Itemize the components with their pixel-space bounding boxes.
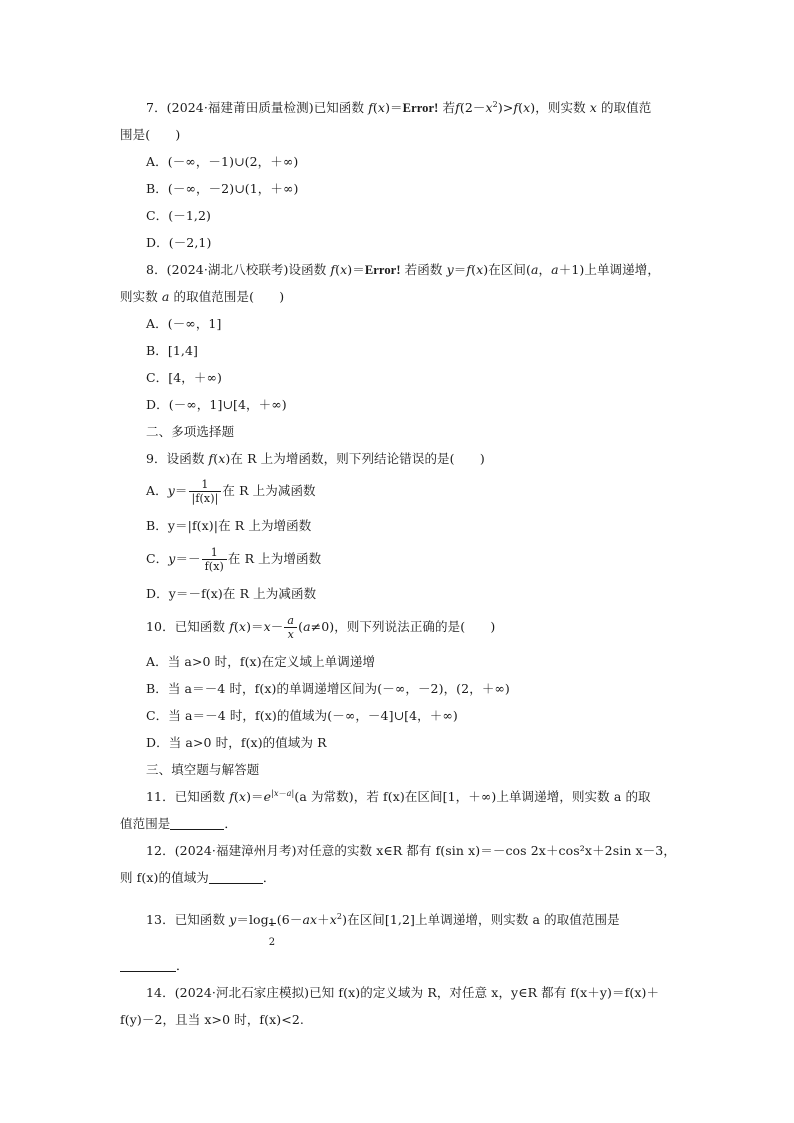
q7-option-a: A．(－∞，－1)∪(2，＋∞) xyxy=(146,154,299,169)
q8-option-b: B．[1,4] xyxy=(146,343,199,358)
q9-option-a-fraction: $\frac{1}{|f(x)|}$ xyxy=(189,478,222,506)
q7-option-b: B．(－∞，－2)∪(1，＋∞) xyxy=(146,181,299,196)
q8-option-a: A．(－∞，1] xyxy=(146,316,222,331)
q7-option-c: C．(－1,2) xyxy=(146,208,211,223)
q12-answer-blank[interactable] xyxy=(209,871,263,884)
q9-option-c: C．y＝－ $\frac{1}{f(x)}$ 在 R 上为增函数 xyxy=(146,545,322,573)
q13-line2: ． xyxy=(120,958,189,974)
q7-error-text: Error! xyxy=(402,101,439,115)
q11-answer-blank[interactable] xyxy=(170,817,224,830)
q7-line2: 围是( ) xyxy=(120,127,181,142)
q11-line2: 值范围是 ． xyxy=(120,816,238,831)
section-heading-multiple-choice: 二、多项选择题 xyxy=(146,424,235,439)
q11-line1: 11．已知函数 $f(x)=e^{|x-a|}(a$ 为常数)，若 f(x)在区间[1，＋∞)上单调递增，则实数 a 的取 xyxy=(146,789,651,804)
q7-option-d: D．(－2,1) xyxy=(146,235,212,250)
q7-line1: 7．(2024·福建莆田质量检测)已知函数 f(x)＝Error! 若$f(2-x^2)>f(x)$，则实数 x 的取值范 xyxy=(146,100,652,115)
q9-option-c-fraction: $\frac{1}{f(x)}$ xyxy=(202,546,227,574)
q14-line2: f(y)－2，且当 x>0 时，f(x)<2. xyxy=(120,1012,304,1027)
q7-number: 7 xyxy=(146,100,155,115)
section-heading-fill-in: 三、填空题与解答题 xyxy=(146,762,260,777)
q8-line2: 则实数 a 的取值范围是( ) xyxy=(120,289,285,304)
q12-line2: 则 f(x)的值域为 ． xyxy=(120,870,276,885)
q10-fraction: $\frac{a}{x}$ xyxy=(284,614,297,642)
q8-line1: 8．(2024·湖北八校联考)设函数 f(x)＝Error! 若函数 y＝f(x)在区间(a，a＋1)上单调递增， xyxy=(146,262,660,277)
q12-line1: 12．(2024·福建漳州月考)对任意的实数 x∈R 都有 f(sin x)＝－cos 2x＋cos²x＋2sin x－3， xyxy=(146,843,676,858)
q10-option-a: A．当 a>0 时，f(x)在定义域上单调递增 xyxy=(146,654,376,669)
q9-option-b: B．y＝|f(x)|在 R 上为增函数 xyxy=(146,518,312,533)
q13-line1: 13．已知函数 y＝log $\frac{1}{2}$ $(6-ax+x^2)$在区间[1,2]上单调递增，则实数 a 的取值范围是 xyxy=(146,912,620,948)
q10-option-b: B．当 a＝－4 时，f(x)的单调递增区间为(－∞，－2)，(2，＋∞) xyxy=(146,681,510,696)
q8-option-c: C．[4，＋∞) xyxy=(146,370,222,385)
q10-option-d: D．当 a>0 时，f(x)的值域为 R xyxy=(146,735,327,750)
q8-option-d: D．(－∞，1]∪[4，＋∞) xyxy=(146,397,287,412)
q13-answer-blank[interactable] xyxy=(120,959,176,972)
q9-option-d: D．y＝－f(x)在 R 上为减函数 xyxy=(146,586,317,601)
q9-stem: 9．设函数 f(x)在 R 上为增函数，则下列结论错误的是( ) xyxy=(146,451,485,466)
q14-line1: 14．(2024·河北石家庄模拟)已知 f(x)的定义域为 R，对任意 x，y∈R 都有 f(x＋y)＝f(x)＋ xyxy=(146,985,660,1000)
q10-option-c: C．当 a＝－4 时，f(x)的值域为(－∞，－4]∪[4，＋∞) xyxy=(146,708,458,723)
q8-error-text: Error! xyxy=(364,263,401,277)
q10-stem: 10．已知函数 f(x)＝x－ $\frac{a}{x}$ (a≠0)，则下列说法正确的是( ) xyxy=(146,613,496,641)
q9-option-a: A．y＝ $\frac{1}{|f(x)|}$ 在 R 上为减函数 xyxy=(146,477,316,505)
